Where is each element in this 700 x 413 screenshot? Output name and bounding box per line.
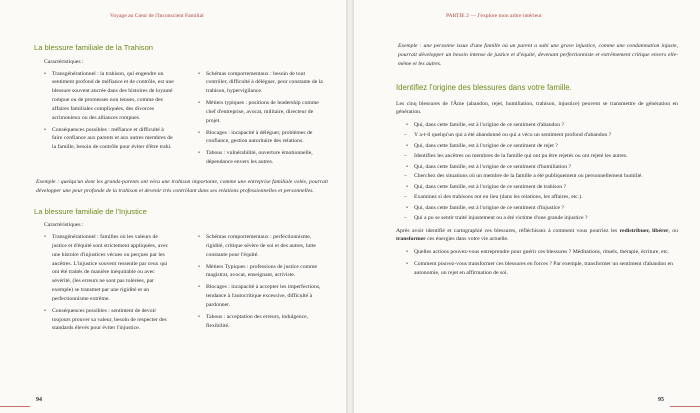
question-text: Qui, dans cette famille, est à l'origine de ce sentiment d'injustice ? xyxy=(414,204,565,211)
char-label-trahison: Caractéristiques : xyxy=(44,58,84,65)
list-item: • Transgénérationnel : familles où les valeurs de justice et d'équité sont strictement appliquées, avec une histoire d'injustices vécues ou perçues par les ancêtres. L'injustice souvent ressentie par ceux qui ont été traités de manière inéquitable ou avec sévérité, (les erreurs ne sont pas tolérées, par exemple) se transmet par une rigidité et un perfectionnisme extrême. xyxy=(44,233,174,304)
intro-paragraph: Les cinq blessures de l'Âme (abandon, rejet, humiliation, trahison, injustice) peuvent se transmettre de génération en génération. xyxy=(396,100,678,116)
char-label-injustice: Caractéristiques : xyxy=(44,222,84,229)
question-hint: – Identifiez les ancêtres ou membres de la famille qui ont pu être rejetés ou ont rejeté les autres. xyxy=(396,152,678,161)
action-list xyxy=(396,248,678,277)
section-heading-origin: Identifiez l'origine des blessures dans votre famille. xyxy=(396,83,572,93)
example-trahison: Exemple : quelqu'un dont les grands-parents ont vécu une trahison importante, comme une entreprise familiale volée, pourrait développer une peur profonde de la trahison et devenir très contrôlant dans ses relations professionnelles et personnelles. xyxy=(36,178,328,194)
trahison-col-2 xyxy=(188,70,328,170)
trahison-columns xyxy=(34,70,328,170)
question-item xyxy=(406,121,678,130)
right-page xyxy=(354,0,700,413)
book-gutter xyxy=(346,0,354,413)
question-item xyxy=(406,163,678,172)
footer-rule-left xyxy=(0,406,30,407)
list-item: • Blocages : incapacité à accepter les imperfections, tendance à l'autocritique excessive, difficulté à pardonner. xyxy=(198,283,328,309)
question-hint: – Qui a pu se sentir traité injustement ou a été victime d'une grande injustice ? xyxy=(396,214,678,223)
running-head-left: Voyage au Cœur de l'Inconscient Familial xyxy=(110,13,204,19)
question-hint: – Cherchez des situations où un membre de la famille a été publiquement ou personnellement humilié. xyxy=(396,172,678,181)
question-text: Qui, dans cette famille, est à l'origine de ce sentiment d'humiliation ? xyxy=(414,163,571,170)
list-item: • Schémas comportementaux : besoin de tout contrôler, difficulté à déléguer, peur constante de la trahison, hypervigilance. xyxy=(198,70,328,96)
running-head-right: PARTIE 2 — J'explore mon arbre intérieur xyxy=(446,13,542,19)
trahison-col-1 xyxy=(34,70,174,170)
list-item: • Comment pouvez-vous transformer ces blessures en forces ? Par exemple, transformer un sentiment d'abandon en autonomie, un rejet en affirmation de soi. xyxy=(406,260,678,278)
list-item: • Schémas comportementaux : perfectionnisme, rigidité, critique sévère de soi et des autres, lutte constante pour l'équité. xyxy=(198,233,328,259)
list-item: • Transgénérationnel : la trahison, qui engendre un sentiment profond de méfiance et de contrôle, est une blessure souvent ancrée dans des histoires de loyauté rompue ou de promesses non tenues, comme des affaires familiales compliquées, des divorces acrimonieux ou des alliances rompues. xyxy=(44,70,174,123)
list-item: • Métiers Typiques : professions de justice comme magistrat, avocat, enseignant, activiste. xyxy=(198,263,328,281)
left-page xyxy=(0,0,346,413)
emphasis-redistribute: redistribuer, libérer xyxy=(619,227,669,234)
list-item: • Conséquences possibles : sentiment de devoir toujours prouver sa valeur, besoin de respecter des standards élevés pour éviter l'injustice. xyxy=(44,307,174,333)
page-number-right: 95 xyxy=(658,397,664,403)
question-hint: – Examinez si des trahisons ont eu lieu (dans les relations, les affaires, etc.). xyxy=(396,193,678,202)
list-item: • Conséquences possibles : méfiance et difficulté à faire confiance aux parents et aux autres membres de la famille, besoin de contrôle pour éviter d'être trahi. xyxy=(44,126,174,152)
list-item: • Blocages : incapacité à déléguer, problèmes de confiance, gestion autoritaire des relations. xyxy=(198,129,328,147)
emphasis-transform: transformer xyxy=(396,236,426,243)
left-content xyxy=(34,38,328,336)
question-item xyxy=(406,183,678,192)
question-item xyxy=(406,142,678,151)
section-title-trahison: La blessure familiale de la Trahison xyxy=(34,43,154,52)
question-list xyxy=(396,121,678,130)
injustice-columns xyxy=(34,233,328,336)
injustice-col-1 xyxy=(34,233,174,336)
right-content xyxy=(396,38,678,281)
question-hint: – Y a-t-il quelqu'un qui a été abandonné ou qui a vécu un sentiment profond d'abandon ? xyxy=(396,131,678,140)
question-text: Qui, dans cette famille, est à l'origine de ce sentiment d'abandon ? xyxy=(414,122,565,129)
list-item: • Quelles actions pouvez-vous entreprendre pour guérir ces blessures ? Méditations, rituels, thérapie, écriture, etc. xyxy=(406,248,678,257)
closing-paragraph: Après avoir identifié et cartographié ces blessures, réfléchissez à comment vous pourriez les redistribuer, libérer, ou transformer ces énergies dans votre vie actuelle. xyxy=(396,227,678,243)
list-item: • Métiers typiques : positions de leadership comme chef d'entreprise, avocat, militaire, directeur de projet. xyxy=(198,99,328,125)
question-text: Qui, dans cette famille, est à l'origine de ce sentiment de rejet ? xyxy=(414,142,558,149)
injustice-col-2 xyxy=(188,233,328,336)
list-item: • Tabous : acceptation des erreurs, indulgence, flexibilité. xyxy=(198,313,328,331)
list-item: • Tabous : vulnérabilité, ouverture émotionnelle, dépendance envers les autres. xyxy=(198,149,328,167)
example-injustice: Exemple : une personne issue d'une famille où un parent a subi une grave injustice, comme une condamnation injuste, pourrait développer un besoin intense de justice et d'équité, devenant perfectionniste et extrêmement critique envers elle-même et les autres. xyxy=(398,43,678,67)
question-text: Qui, dans cette famille, est à l'origine de ce sentiment de trahison ? xyxy=(414,184,567,191)
section-title-injustice: La blessure familiale de l'Injustice xyxy=(34,206,147,216)
page-number-left: 94 xyxy=(36,397,42,403)
footer-rule-right xyxy=(670,406,700,407)
question-item xyxy=(406,204,678,213)
